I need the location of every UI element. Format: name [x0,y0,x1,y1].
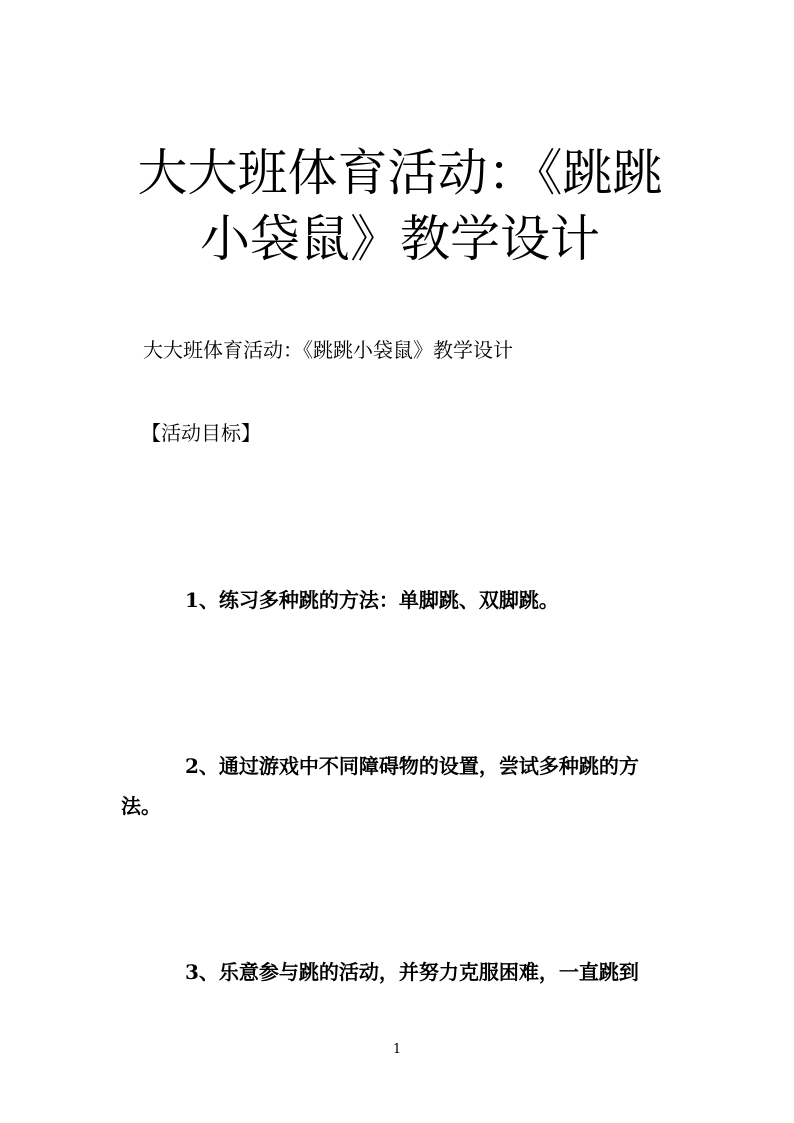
goal-item-2-line-1: 2、通过游戏中不同障碍物的设置，尝试多种跳的方 [185,754,639,778]
goal-item-2-line-2: 法。 [121,794,161,818]
document-title-line-2: 小袋鼠》教学设计 [200,210,600,268]
goal-item-1: 1、练习多种跳的方法：单脚跳、双脚跳。 [185,588,559,612]
document-subtitle: 大大班体育活动：《跳跳小袋鼠》教学设计 [143,338,513,362]
page-number: 1 [392,1042,402,1057]
goal-item-3: 3、乐意参与跳的活动，并努力克服困难，一直跳到 [185,960,639,984]
document-title-line-1: 大大班体育活动：《跳跳 [137,144,663,202]
section-heading-activity-goals: 【活动目标】 [141,421,261,445]
